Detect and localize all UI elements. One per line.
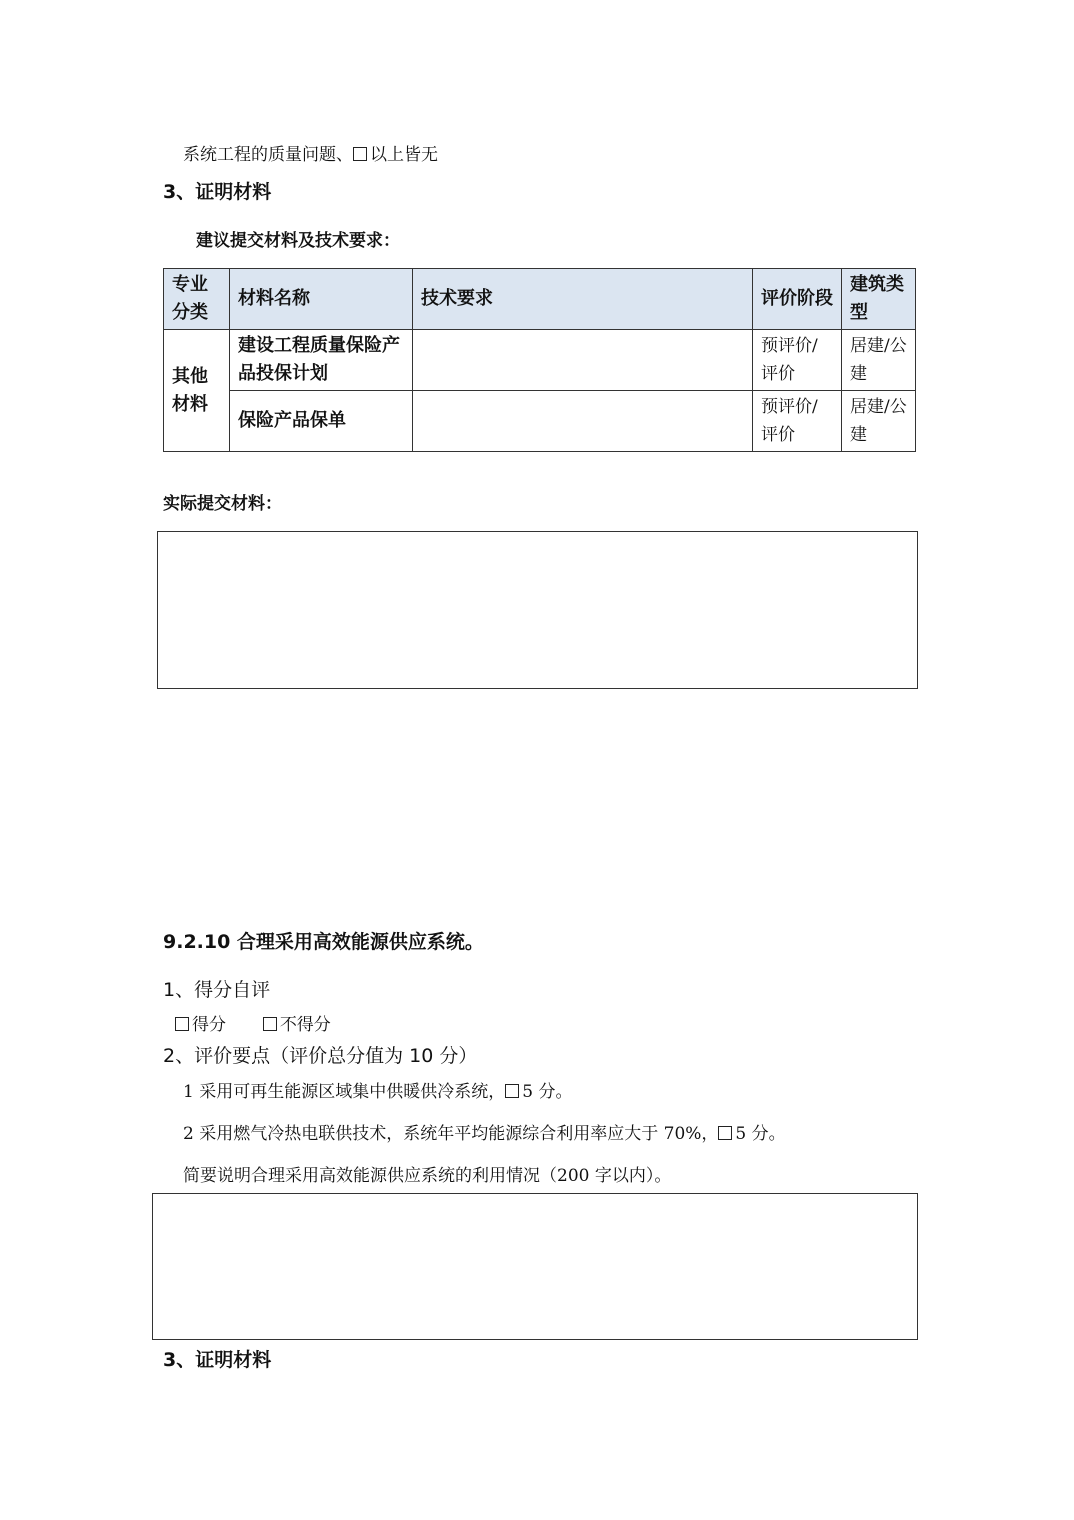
suggested-materials-label: 建议提交材料及技术要求：	[196, 231, 400, 251]
top-line	[183, 140, 438, 165]
building-type-cell: 居建/公建	[842, 391, 916, 452]
option-score-label: 得分	[192, 1015, 226, 1035]
table-row	[164, 391, 916, 452]
actual-materials-label: 实际提交材料：	[163, 494, 282, 514]
point-2	[183, 1119, 786, 1144]
building-type-cell: 居建/公建	[842, 330, 916, 391]
header-category: 专业分类	[164, 269, 230, 330]
brief-instruction: 简要说明合理采用高效能源供应系统的利用情况（200 字以内）。	[183, 1166, 672, 1186]
requirement-cell	[413, 391, 753, 452]
checkbox-score[interactable]	[175, 1017, 189, 1031]
requirement-cell	[413, 330, 753, 391]
point-1-text: 1 采用可再生能源区域集中供暖供冷系统，	[183, 1082, 506, 1102]
item-title: 9.2.10 合理采用高效能源供应系统。	[163, 931, 484, 953]
point-1	[183, 1077, 572, 1102]
table-header-row	[164, 269, 916, 330]
material-name-cell: 建设工程质量保险产品投保计划	[230, 330, 413, 391]
actual-materials-input-box[interactable]	[157, 531, 918, 689]
checkbox-point-2[interactable]	[718, 1126, 732, 1140]
self-eval-heading: 1、得分自评	[163, 979, 271, 1001]
checkbox-no-score[interactable]	[263, 1017, 277, 1031]
header-requirement: 技术要求	[413, 269, 753, 330]
header-stage: 评价阶段	[753, 269, 842, 330]
option-no-score-label: 不得分	[279, 1015, 331, 1035]
checkbox-none[interactable]	[353, 147, 367, 161]
header-building-type: 建筑类型	[842, 269, 916, 330]
section-heading-evidence-2: 3、证明材料	[163, 1349, 272, 1371]
evaluation-points-heading: 2、评价要点（评价总分值为 10 分）	[163, 1045, 478, 1067]
brief-input-box[interactable]	[152, 1193, 918, 1340]
top-line-option: 以上皆无	[370, 145, 438, 165]
checkbox-point-1[interactable]	[505, 1084, 519, 1098]
point-2-score: 5 分。	[735, 1124, 786, 1144]
stage-cell: 预评价/评价	[753, 330, 842, 391]
stage-cell: 预评价/评价	[753, 391, 842, 452]
material-name-cell: 保险产品保单	[230, 391, 413, 452]
top-line-text: 系统工程的质量问题、	[183, 145, 353, 165]
self-eval-options	[175, 1010, 331, 1035]
category-cell: 其他材料	[164, 330, 230, 452]
point-1-score: 5 分。	[522, 1082, 573, 1102]
header-material-name: 材料名称	[230, 269, 413, 330]
point-2-text: 2 采用燃气冷热电联供技术，系统年平均能源综合利用率应大于 70%，	[183, 1124, 719, 1144]
materials-table	[163, 268, 916, 452]
table-row	[164, 330, 916, 391]
section-heading-evidence: 3、证明材料	[163, 181, 272, 203]
